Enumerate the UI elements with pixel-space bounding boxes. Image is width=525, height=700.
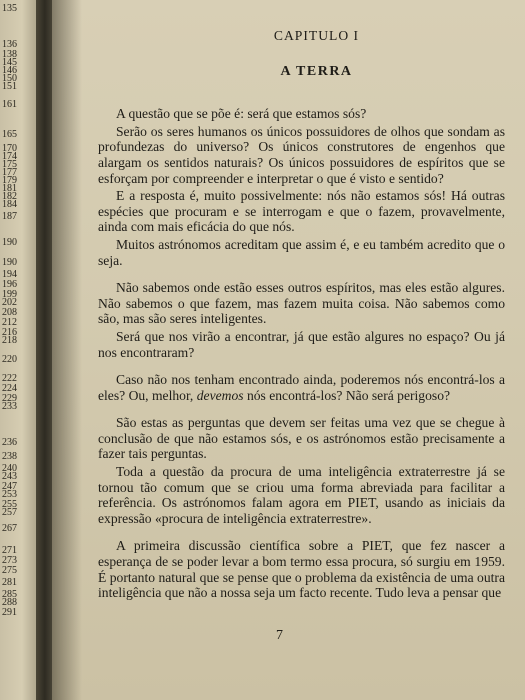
margin-number: 273 xyxy=(2,555,17,566)
margin-number: 240 xyxy=(2,463,17,474)
margin-number: 247 xyxy=(2,481,17,492)
margin-number: 196 xyxy=(2,279,17,290)
margin-number: 218 xyxy=(2,335,17,346)
margin-number: 212 xyxy=(2,317,17,328)
margin-number: 190 xyxy=(2,257,17,268)
margin-number: 165 xyxy=(2,129,17,140)
margin-number: 151 xyxy=(2,81,17,92)
margin-number: 202 xyxy=(2,297,17,308)
margin-number: 216 xyxy=(2,327,17,338)
margin-number: 233 xyxy=(2,401,17,412)
margin-number: 182 xyxy=(2,191,17,202)
margin-number: 281 xyxy=(2,577,17,588)
margin-number: 229 xyxy=(2,393,17,404)
margin-number: 267 xyxy=(2,523,17,534)
margin-number: 190 xyxy=(2,237,17,248)
margin-number: 194 xyxy=(2,269,17,280)
margin-number: 243 xyxy=(2,471,17,482)
margin-number: 146 xyxy=(2,65,17,76)
page-curve-shadow xyxy=(52,0,82,700)
margin-number: 177 xyxy=(2,167,17,178)
margin-number: 136 xyxy=(2,39,17,50)
paragraph: São estas as perguntas que devem ser feitas uma vez que se chegue à conclusão de que não estamos sós, e os astrónomos estão precisamente a fazer tais perguntas. xyxy=(98,415,505,462)
paragraph: Toda a questão da procura de uma inteligência extraterrestre já se tornou tão comum que se criou uma forma abreviada para facilitar a referência. Os astrónomos falam agora em PIET, usando as iniciais da expressão «procura de inteligência extraterrestre». xyxy=(98,464,505,526)
paragraph: Muitos astrónomos acreditam que assim é, e eu também acredito que o seja. xyxy=(98,236,505,268)
chapter-title: A TERRA xyxy=(280,63,353,79)
margin-number: 175 xyxy=(2,159,17,170)
margin-number: 179 xyxy=(2,175,17,186)
margin-number: 145 xyxy=(2,57,17,68)
margin-number: 222 xyxy=(2,373,17,384)
paragraph: A primeira discussão científica sobre a PIET, que fez nascer a esperança de se poder levar a bom termo essa procura, só surgiu em 1959. É portanto natural que se pense que o problema da existência de uma outra inteligência que não a nossa seja um facto recente. Tudo leva a pensar que xyxy=(98,538,505,601)
index-margin-numbers xyxy=(2,0,36,700)
margin-number: 184 xyxy=(2,199,17,210)
margin-number: 288 xyxy=(2,597,17,608)
margin-number: 161 xyxy=(2,99,17,110)
margin-number: 257 xyxy=(2,507,17,518)
margin-number: 150 xyxy=(2,73,17,84)
margin-number: 275 xyxy=(2,565,17,576)
paragraph: E a resposta é, muito possivelmente: nós não estamos sós! Há outras espécies que procuram e se interrogam e que o fazem, provavelmente, ainda com mais eficácia do que nós. xyxy=(98,188,505,235)
chapter-heading: CAPITULO I xyxy=(273,28,360,43)
paragraph: A questão que se põe é: será que estamos sós? xyxy=(116,106,367,122)
paragraph: Caso não nos tenham encontrado ainda, poderemos nós encontrá-los a eles? Ou, melhor, devemos nós encontrá-los? Não será perigoso? xyxy=(98,372,505,403)
page-text xyxy=(98,28,505,601)
paragraph: Serão os seres humanos os únicos possuidores de olhos que sondam as profundezas do universo? Os únicos construtores de engenhos que alargam os sentidos naturais? Os únicos possuidores de espíritos que se esforçam por compreender e interpretar o que é visto e sentido? xyxy=(98,123,505,186)
margin-number: 208 xyxy=(2,307,17,318)
margin-number: 238 xyxy=(2,451,17,462)
margin-number: 224 xyxy=(2,383,17,394)
margin-number: 285 xyxy=(2,589,17,600)
margin-number: 181 xyxy=(2,183,17,194)
margin-number: 271 xyxy=(2,545,17,556)
margin-number: 199 xyxy=(2,289,17,300)
margin-number: 138 xyxy=(2,49,17,60)
margin-number: 170 xyxy=(2,143,17,154)
margin-number: 135 xyxy=(2,3,17,14)
margin-number: 255 xyxy=(2,499,17,510)
margin-number: 253 xyxy=(2,489,17,500)
paragraph: Será que nos virão a encontrar, já que estão algures no espaço? Ou já nos encontraram? xyxy=(98,328,505,360)
margin-number: 291 xyxy=(2,607,17,618)
margin-number: 220 xyxy=(2,354,17,365)
page-number: 7 xyxy=(276,628,283,643)
paragraph: Não sabemos onde estão esses outros espíritos, mas eles estão algures. Não sabemos o que fazem, mas fazem muita coisa. Não sabemos como são, mas são seres inteligentes. xyxy=(98,280,505,327)
margin-number: 174 xyxy=(2,151,17,162)
margin-number: 187 xyxy=(2,211,17,222)
margin-number: 236 xyxy=(2,437,17,448)
emphasis: devemos xyxy=(196,387,244,403)
